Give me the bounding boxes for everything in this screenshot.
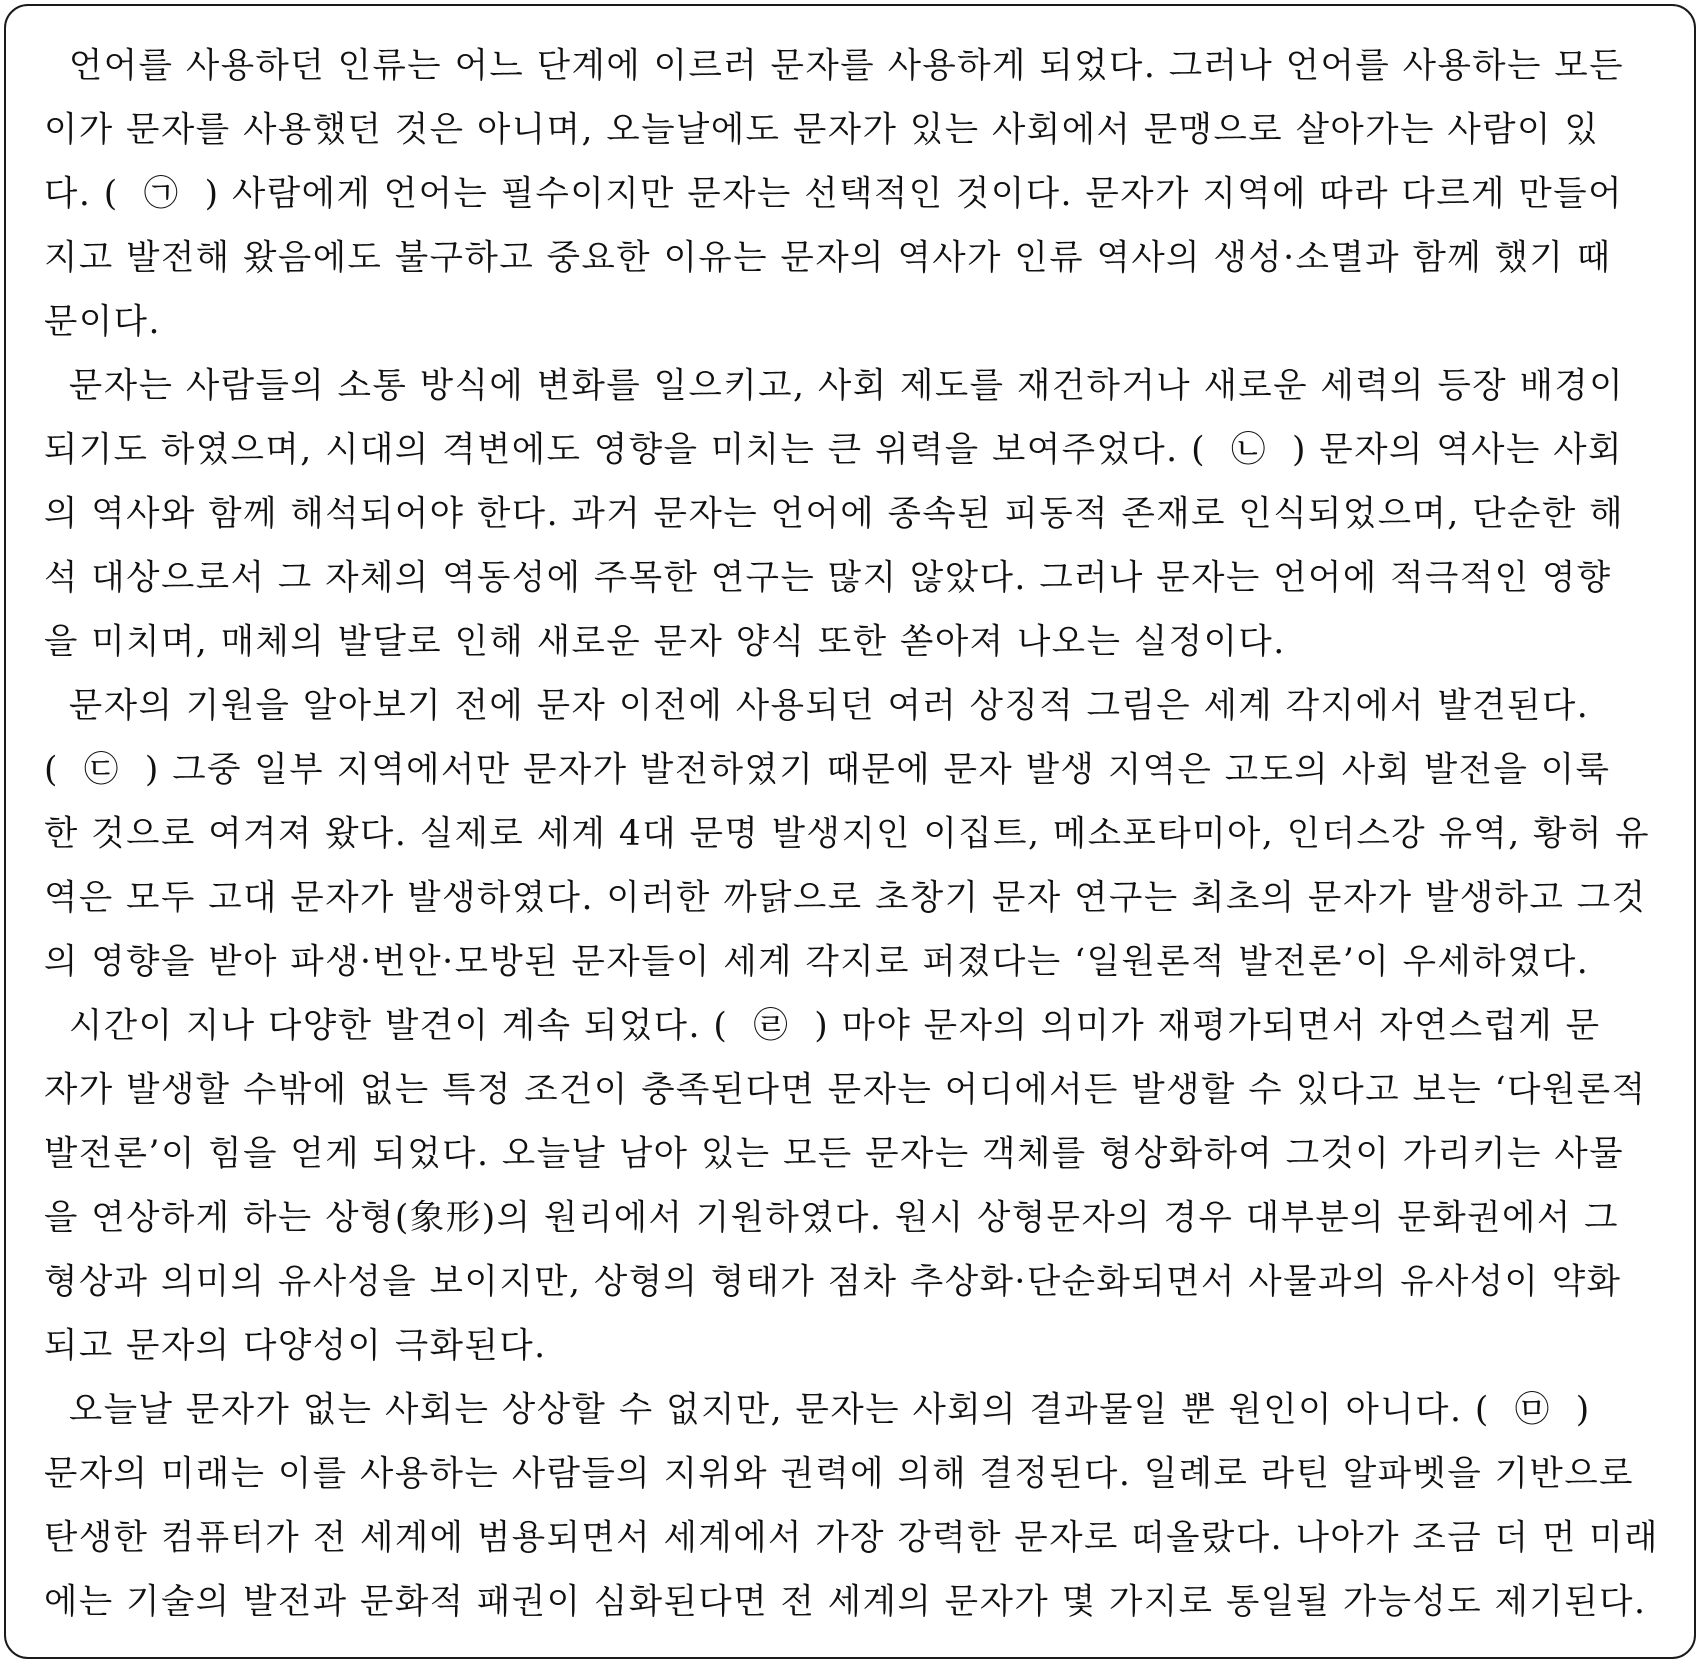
passage-line: 문자의 미래는 이를 사용하는 사람들의 지위와 권력에 의해 결정된다. 일례로 라틴 알파벳을 기반으로 [44,1454,1634,1494]
passage-line: 탄생한 컴퓨터가 전 세계에 범용되면서 세계에서 가장 강력한 문자로 떠올랐다. 나아가 조금 더 먼 미래 [44,1518,1659,1558]
passage-line: 문자의 기원을 알아보기 전에 문자 이전에 사용되던 여러 상징적 그림은 세계 각지에서 발견된다. [44,686,1590,726]
passage-line: 에는 기술의 발전과 문화적 패권이 심화된다면 전 세계의 문자가 몇 가지로 통일될 가능성도 제기된다. [44,1582,1647,1622]
passage-line: 언어를 사용하던 인류는 어느 단계에 이르러 문자를 사용하게 되었다. 그러나 언어를 사용하는 모든 [44,46,1625,86]
passage-line: 문자는 사람들의 소통 방식에 변화를 일으키고, 사회 제도를 재건하거나 새로운 세력의 등장 배경이 [44,366,1625,406]
passage-line: 지고 발전해 왔음에도 불구하고 중요한 이유는 문자의 역사가 인류 역사의 생성·소멸과 함께 했기 때 [44,238,1612,278]
passage-line: ( ㉢ ) 그중 일부 지역에서만 문자가 발전하였기 때문에 문자 발생 지역은 고도의 사회 발전을 이룩 [44,750,1611,790]
passage-line: 오늘날 문자가 없는 사회는 상상할 수 없지만, 문자는 사회의 결과물일 뿐 원인이 아니다. ( ㉤ ) [44,1390,1591,1430]
passage-line: 을 미치며, 매체의 발달로 인해 새로운 문자 양식 또한 쏟아져 나오는 실정이다. [44,622,1286,662]
passage-line: 되고 문자의 다양성이 극화된다. [44,1326,547,1366]
passage-line: 되기도 하였으며, 시대의 격변에도 영향을 미치는 큰 위력을 보여주었다. ( ㉡ ) 문자의 역사는 사회 [44,430,1623,470]
passage-line: 의 영향을 받아 파생·번안·모방된 문자들이 세계 각지로 퍼졌다는 ‘일원론적 발전론’이 우세하였다. [44,942,1590,982]
passage-line: 시간이 지나 다양한 발견이 계속 되었다. ( ㉣ ) 마야 문자의 의미가 재평가되면서 자연스럽게 문 [44,1006,1601,1046]
passage-line: 한 것으로 여겨져 왔다. 실제로 세계 4대 문명 발생지인 이집트, 메소포타미아, 인더스강 유역, 황허 유 [44,814,1651,854]
passage-line: 발전론’이 힘을 얻게 되었다. 오늘날 남아 있는 모든 문자는 객체를 형상화하여 그것이 가리키는 사물 [44,1134,1625,1174]
passage-line: 다. ( ㉠ ) 사람에게 언어는 필수이지만 문자는 선택적인 것이다. 문자가 지역에 따라 다르게 만들어 [44,174,1623,214]
passage-line: 자가 발생할 수밖에 없는 특정 조건이 충족된다면 문자는 어디에서든 발생할 수 있다고 보는 ‘다원론적 [44,1070,1647,1110]
passage-line: 이가 문자를 사용했던 것은 아니며, 오늘날에도 문자가 있는 사회에서 문맹으로 살아가는 사람이 있 [44,110,1600,150]
passage-line: 역은 모두 고대 문자가 발생하였다. 이러한 까닭으로 초창기 문자 연구는 최초의 문자가 발생하고 그것 [44,878,1647,918]
passage-line: 형상과 의미의 유사성을 보이지만, 상형의 형태가 점차 추상화·단순화되면서 사물과의 유사성이 약화 [44,1262,1622,1302]
passage-line: 문이다. [44,302,161,342]
passage-line: 을 연상하게 하는 상형(象形)의 원리에서 기원하였다. 원시 상형문자의 경우 대부분의 문화권에서 그 [44,1198,1619,1238]
passage-line: 석 대상으로서 그 자체의 역동성에 주목한 연구는 많지 않았다. 그러나 문자는 언어에 적극적인 영향 [44,558,1612,598]
passage-box [4,4,1696,1659]
passage-line: 의 역사와 함께 해석되어야 한다. 과거 문자는 언어에 종속된 피동적 존재로 인식되었으며, 단순한 해 [44,494,1625,534]
